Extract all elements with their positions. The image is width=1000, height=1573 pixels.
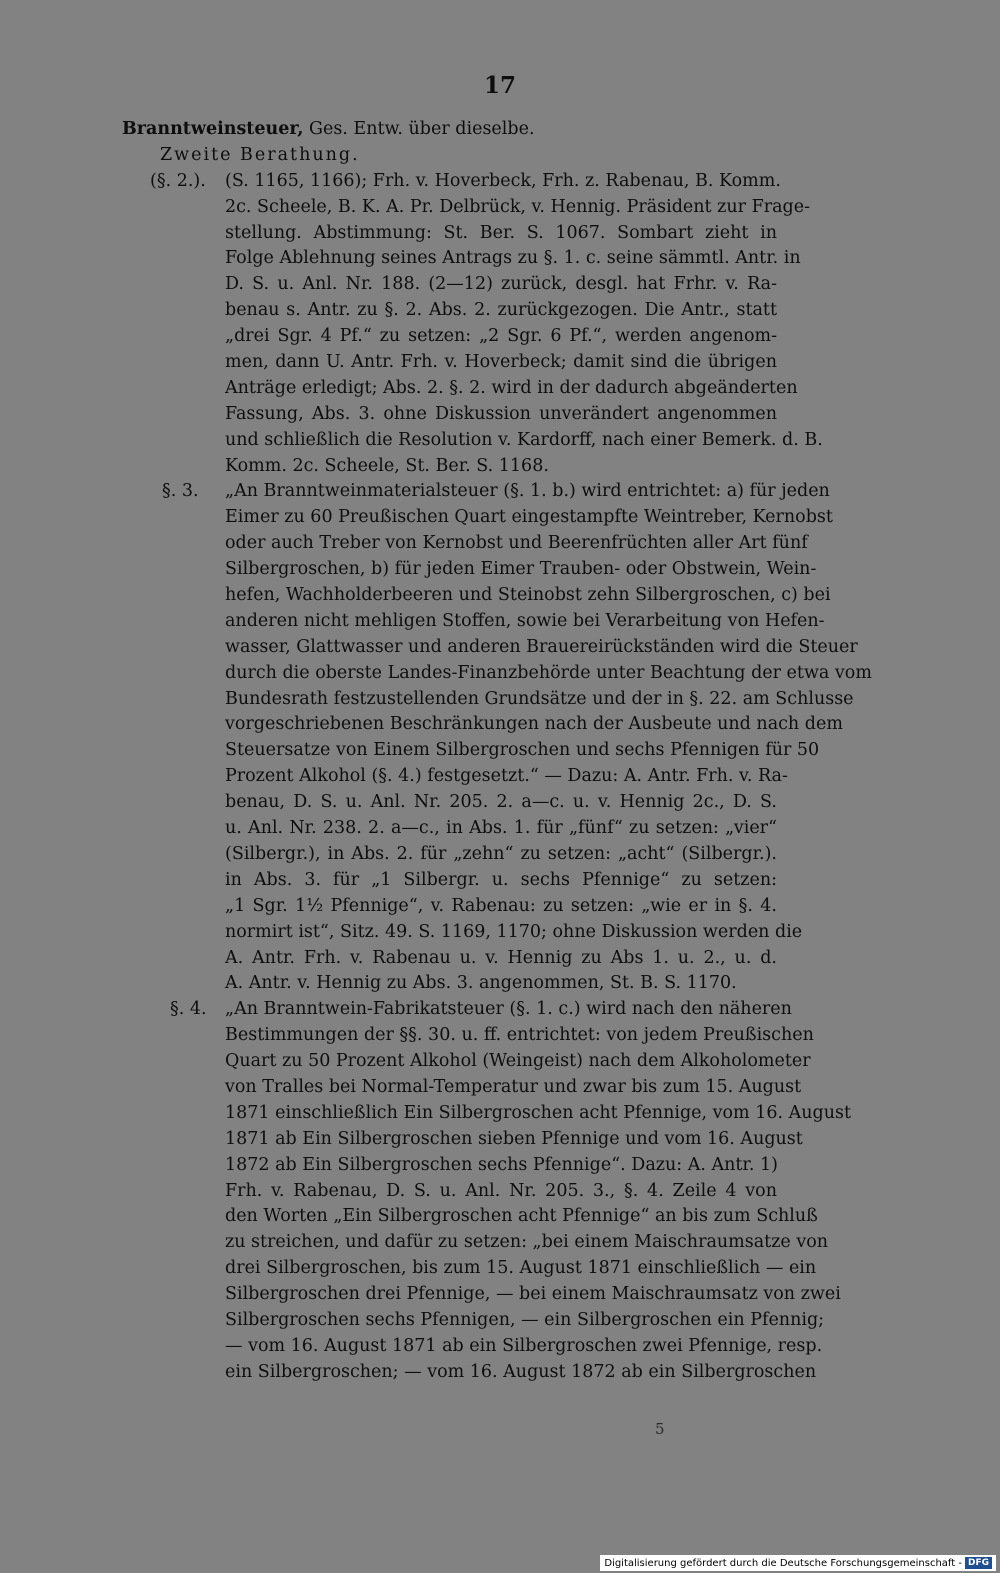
section-2 (122, 169, 823, 480)
entry-title-rest: Ges. Entw. über dieselbe. (303, 119, 535, 139)
section-body (225, 479, 872, 997)
text-line: in Abs. 3. für „1 Silbergr. u. sechs Pfennige“ zu setzen: (225, 869, 777, 890)
text-line: wasser, Glattwasser und anderen Brauereirückständen wird die Steuer (225, 636, 858, 657)
entry-subtitle: Zweite Berathung. (160, 144, 360, 165)
text-line: Prozent Alkohol (§. 4.) festgesetzt.“ — Dazu: A. Antr. Frh. v. Ra- (225, 766, 788, 787)
text-line: Anträge erledigt; Abs. 2. §. 2. wird in der dadurch abgeänderten (225, 377, 798, 398)
text-line: — vom 16. August 1871 ab ein Silbergroschen zwei Pfennige, resp. (225, 1335, 823, 1356)
text-line: (S. 1165, 1166); Frh. v. Hoverbeck, Frh. z. Rabenau, B. Komm. (225, 170, 781, 191)
text-line: D. S. u. Anl. Nr. 188. (2—12) zurück, desgl. hat Frhr. v. Ra- (225, 274, 777, 295)
section-label: (§. 2.). (150, 170, 206, 191)
text-line: Quart zu 50 Prozent Alkohol (Weingeist) nach dem Alkoholometer (225, 1051, 811, 1072)
entry-heading (122, 117, 777, 143)
text-line: durch die oberste Landes-Finanzbehörde unter Beachtung der etwa vom (225, 662, 872, 683)
text-line: Folge Ablehnung seines Antrags zu §. 1. c. seine sämmtl. Antr. in (225, 248, 801, 269)
page-number: 17 (483, 72, 516, 99)
text-line: Silbergroschen, b) für jeden Eimer Trauben- oder Obstwein, Wein- (225, 559, 817, 580)
text-line: und schließlich die Resolution v. Kardorff, nach einer Bemerk. d. B. (225, 429, 823, 450)
text-line: 1871 einschließlich Ein Silbergroschen acht Pfennige, vom 16. August (225, 1102, 852, 1123)
text-line: Fassung, Abs. 3. ohne Diskussion unverändert angenommen (225, 403, 777, 424)
text-line: 1871 ab Ein Silbergroschen sieben Pfennige und vom 16. August (225, 1128, 803, 1149)
section-4 (122, 997, 852, 1385)
text-line: anderen nicht mehligen Stoffen, sowie bei Verarbeitung von Hefen- (225, 610, 825, 631)
text-line: 1872 ab Ein Silbergroschen sechs Pfennige“. Dazu: A. Antr. 1) (225, 1154, 778, 1175)
text-line: den Worten „Ein Silbergroschen acht Pfennige“ an bis zum Schluß (225, 1206, 818, 1227)
section-label: §. 3. (162, 481, 199, 502)
section-3 (122, 479, 872, 997)
text-line: Silbergroschen sechs Pfennigen, — ein Silbergroschen ein Pfennig; (225, 1309, 825, 1330)
text-line: benau, D. S. u. Anl. Nr. 205. 2. a—c. u. v. Hennig 2c., D. S. (225, 792, 777, 813)
text-line: u. Anl. Nr. 238. 2. a—c., in Abs. 1. für „fünf“ zu setzen: „vier“ (225, 818, 777, 839)
footer-text: Digitalisierung gefördert durch die Deutsche Forschungsgemeinschaft - (604, 1557, 962, 1569)
section-body (225, 997, 852, 1385)
text-line: A. Antr. v. Hennig zu Abs. 3. angenommen, St. B. S. 1170. (225, 973, 737, 994)
entry-branntweinsteuer (122, 117, 872, 1386)
text-line: vorgeschriebenen Beschränkungen nach der Ausbeute und nach dem (225, 714, 843, 735)
footer-credit (600, 1555, 996, 1571)
text-line: ein Silbergroschen; — vom 16. August 1872 ab ein Silbergroschen (225, 1361, 817, 1382)
text-line: hefen, Wachholderbeeren und Steinobst zehn Silbergroschen, c) bei (225, 585, 831, 606)
entry-title: Branntweinsteuer, (122, 119, 304, 139)
text-line: von Tralles bei Normal-Temperatur und zwar bis zum 15. August (225, 1076, 802, 1097)
text-line: benau s. Antr. zu §. 2. Abs. 2. zurückgezogen. Die Antr., statt (225, 300, 777, 321)
text-line: zu streichen, und dafür zu setzen: „bei einem Maischraumsatze von (225, 1232, 829, 1253)
text-line: Silbergroschen drei Pfennige, — bei einem Maischraumsatz von zwei (225, 1284, 841, 1305)
text-line: „1 Sgr. 1½ Pfennige“, v. Rabenau: zu setzen: „wie er in §. 4. (225, 895, 777, 916)
text-line: A. Antr. Frh. v. Rabenau u. v. Hennig zu Abs 1. u. 2., u. d. (225, 947, 777, 968)
text-line: drei Silbergroschen, bis zum 15. August 1871 einschließlich — ein (225, 1258, 817, 1279)
dfg-logo-icon: DFG (965, 1557, 992, 1569)
section-label: §. 4. (170, 999, 207, 1020)
text-line: Frh. v. Rabenau, D. S. u. Anl. Nr. 205. 3., §. 4. Zeile 4 von (225, 1180, 777, 1201)
text-line: „An Branntweinmaterialsteuer (§. 1. b.) wird entrichtet: a) für jeden (225, 481, 830, 502)
text-line: Bundesrath festzustellenden Grundsätze und der in §. 22. am Schlusse (225, 688, 854, 709)
text-line: 2c. Scheele, B. K. A. Pr. Delbrück, v. Hennig. Präsident zur Frage- (225, 196, 810, 217)
text-line: „drei Sgr. 4 Pf.“ zu setzen: „2 Sgr. 6 Pf.“, werden angenom- (225, 326, 777, 347)
text-line: oder auch Treber von Kernobst und Beerenfrüchten aller Art fünf (225, 533, 808, 554)
signature-mark: 5 (655, 1420, 665, 1438)
text-line: Bestimmungen der §§. 30. u. ff. entrichtet: von jedem Preußischen (225, 1025, 814, 1046)
text-line: stellung. Abstimmung: St. Ber. S. 1067. Sombart zieht in (225, 222, 777, 243)
text-line: normirt ist“, Sitz. 49. S. 1169, 1170; ohne Diskussion werden die (225, 921, 803, 942)
section-body (225, 169, 823, 480)
text-line: Steuersatze von Einem Silbergroschen und sechs Pfennigen für 50 (225, 740, 820, 761)
text-line: Eimer zu 60 Preußischen Quart eingestampfte Weintreber, Kernobst (225, 507, 833, 528)
text-line: Komm. 2c. Scheele, St. Ber. S. 1168. (225, 455, 549, 476)
text-line: (Silbergr.), in Abs. 2. für „zehn“ zu setzen: „acht“ (Silbergr.). (225, 843, 777, 864)
text-line: „An Branntwein-Fabrikatsteuer (§. 1. c.) wird nach den näheren (225, 999, 792, 1020)
text-line: men, dann U. Antr. Frh. v. Hoverbeck; damit sind die übrigen (225, 352, 777, 373)
